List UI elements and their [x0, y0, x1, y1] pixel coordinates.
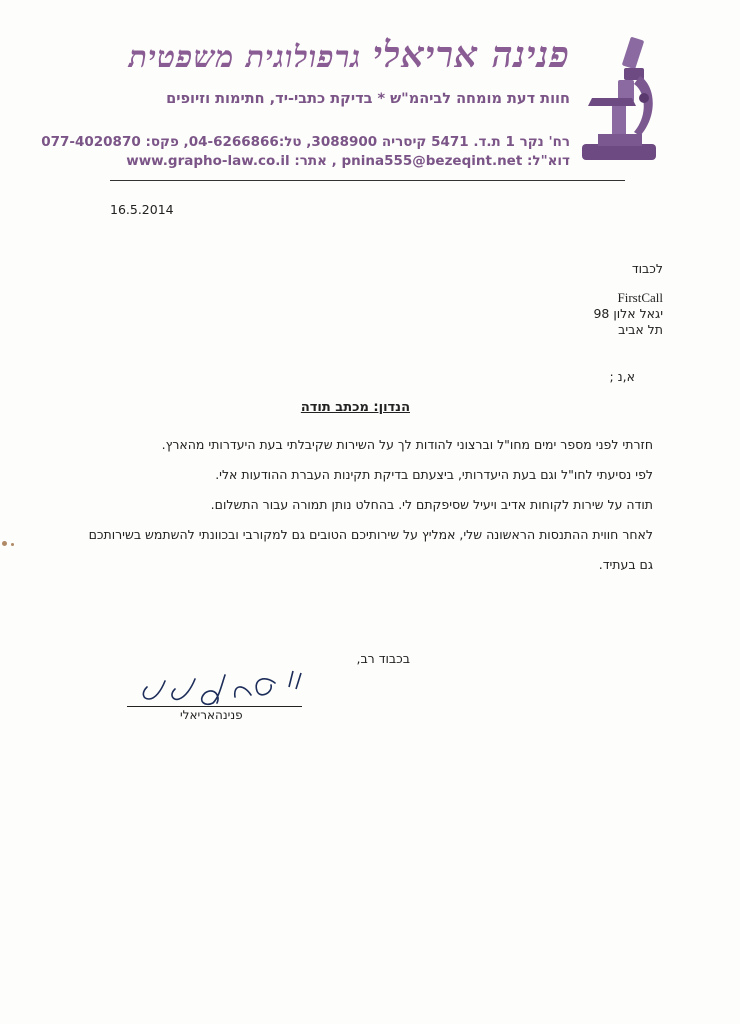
salutation-label: לכבוד: [631, 261, 663, 276]
letterhead-contact-web: דוא"ל: pnina555@bezeqint.net , אתר: www.grapho-law.co.il: [126, 153, 570, 169]
letterhead-title: [100, 34, 570, 76]
recipient-company: FirstCall: [617, 290, 663, 305]
subject-line: הנדון: מכתב תודה: [300, 400, 410, 415]
body-paragraph: לפי נסיעתי לחו"ל וגם בעת היעדרותי, ביצעתם בדיקת תקינות העברת ההודעות אלי.: [215, 467, 653, 482]
signer-name: פנינהאריאלי: [180, 708, 243, 722]
letterhead-name: פנינה אריאלי: [372, 34, 570, 76]
signature-line: [127, 706, 302, 707]
body-paragraph: חזרתי לפני מספר ימים מחו"ל וברצוני להודות לך על השירות שקיבלתי בעת היעדרותי מהארץ.: [161, 437, 653, 452]
header-divider: [110, 180, 625, 181]
letterhead-tagline: חוות דעת מומחה לביהמ"ש * בדיקת כתבי-יד, חתימות וזיופים: [166, 91, 570, 107]
letterhead-profession: גרפולוגית משפטית: [128, 40, 362, 75]
recipient-city: תל אביב: [618, 322, 663, 337]
greeting: א,נ ;: [609, 369, 635, 384]
letterhead-address: רח' נקר 1 ת.ד. 5471 קיסריה 3088900, טל:04-6266866, פקס: 077-4020870: [41, 134, 570, 150]
paper-speck: [2, 541, 7, 546]
body-paragraph: גם בעתיד.: [598, 557, 653, 572]
recipient-street: יגאל אלון 98: [593, 306, 663, 321]
body-paragraph: לאחר חווית ההתנסות הראשונה שלי, אמליץ על שירותיכם הטובים גם למקורבי ובכוונתי להשתמש בשירותכם: [88, 527, 653, 542]
letter-date: 16.5.2014: [110, 202, 174, 217]
body-paragraph: תודה על שירות לקוחות אדיב ויעיל שסיפקתם לי. בהחלט נותן תמורה עבור התשלום.: [210, 497, 653, 512]
paper-speck: [11, 543, 14, 546]
microscope-icon: [578, 36, 658, 166]
closing: בכבוד רב,: [356, 651, 410, 666]
